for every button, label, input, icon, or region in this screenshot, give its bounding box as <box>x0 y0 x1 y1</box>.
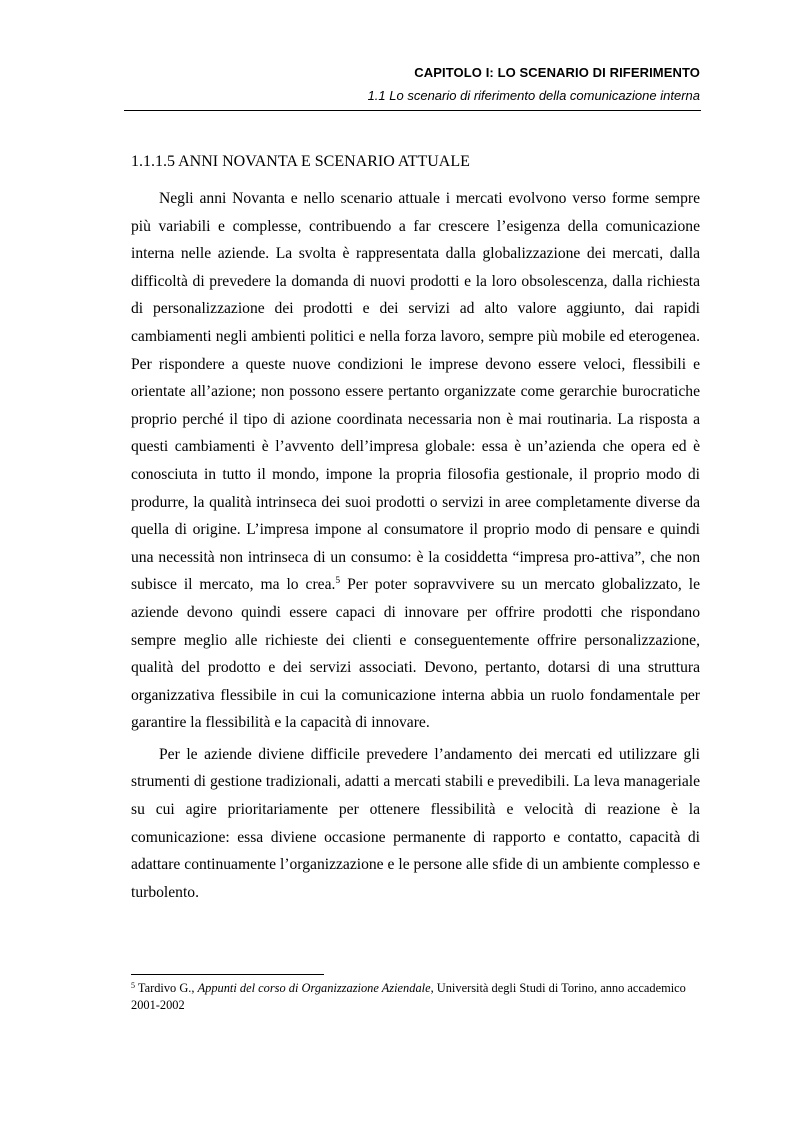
paragraph-1-text: Negli anni Novanta e nello scenario attuale i mercati evolvono verso forme sempre più variabili e complesse, contribuendo a far crescere l’esigenza della comunicazione interna nelle aziende. La svolta è rappresentata dalla globalizzazione dei mercati, dalla difficoltà di prevedere la domanda di nuovi prodotti e la loro obsolescenza, dalla richiesta di personalizzazione dei prodotti e dei servizi ad alto valore aggiunto, dai rapidi cambiamenti negli ambienti politici e nella forza lavoro, sempre più mobile ed eterogenea. Per rispondere a queste nuove condizioni le imprese devono essere veloci, flessibili e orientate all’azione; non possono essere pertanto organizzate come gerarchie burocratiche proprio perché il tipo di azione coordinata necessaria non è mai routinaria. La risposta a questi cambiamenti è l’avvento dell’impresa globale: essa è un’azienda che opera ed è conosciuta in tutto il mondo, impone la propria filosofia gestionale, il proprio modo di produrre, la qualità intrinseca dei suoi prodotti o servizi in aree completamente diverse da quella di origine. L’impresa impone al consumatore il proprio modo di pensare e quindi una necessità non intrinseca di un consumo: è la cosiddetta “impresa pro-attiva”, che non subisce il mercato, ma lo crea. <box>131 190 700 594</box>
footnote-reference[interactable]: 5 <box>335 576 341 587</box>
footnote-details: , Università degli Studi di Torino, anno accademico 2001-2002 <box>131 981 686 1012</box>
body-text <box>131 185 700 906</box>
footnote-divider <box>131 974 324 975</box>
paragraph-2: Per le aziende diviene difficile prevedere l’andamento dei mercati ed utilizzare gli strumenti di gestione tradizionali, adatti a mercati stabili e prevedibili. La leva manageriale su cui agire prioritariamente per ottenere flessibilità e velocità di reazione è la comunicazione: essa diviene occasione permanente di rapporto e contatto, capacità di adattare continuamente l’organizzazione e le persone alle sfide di un ambiente complesso e turbolento. <box>131 745 700 901</box>
footnote-number: 5 <box>131 981 135 990</box>
paragraph-1 <box>131 185 700 737</box>
paragraph-1-continuation: Per poter sopravvivere su un mercato globalizzato, le aziende devono quindi essere capaci di innovare per offrire prodotti che rispondano sempre meglio alle richieste dei clienti e conseguentemente offrire personalizzazione, qualità del prodotto e dei servizi associati. Devono, pertanto, dotarsi di una struttura organizzativa flessibile in cui la comunicazione interna abbia un ruolo fondamentale per garantire la flessibilità e la capacità di innovare. <box>131 576 700 732</box>
section-heading: 1.1.1.5 ANNI NOVANTA E SCENARIO ATTUALE <box>131 153 470 170</box>
header-divider <box>124 110 701 111</box>
footnote <box>131 980 700 1014</box>
footnote-author: Tardivo G., <box>135 981 198 995</box>
chapter-title: CAPITOLO I: LO SCENARIO DI RIFERIMENTO <box>414 65 700 80</box>
running-header <box>124 64 700 105</box>
footnote-title: Appunti del corso di Organizzazione Aziendale <box>197 981 431 995</box>
section-subtitle: 1.1 Lo scenario di riferimento della comunicazione interna <box>367 88 700 103</box>
